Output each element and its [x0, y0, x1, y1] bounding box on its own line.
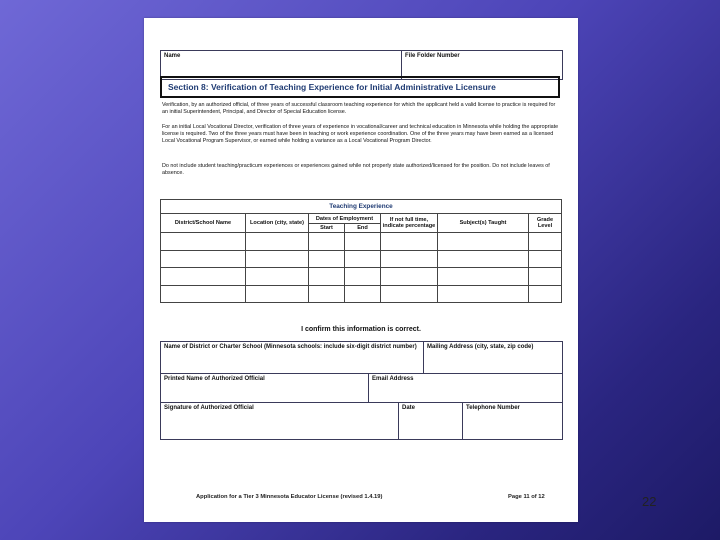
col-grade: Grade Level: [529, 214, 562, 233]
table-row[interactable]: [161, 250, 562, 268]
telephone-label: Telephone Number: [466, 405, 520, 411]
teaching-experience-table: [160, 199, 562, 303]
paragraph-2: For an initial Local Vocational Director, verification of three years of experience in vocational/career and technical education in Minnesota while holding the appropriate license is required. Two of the three years must have been in teaching or work experience coordination. One of the three years may have been earned as a licensed Local Vocational Program Supervisor, or earned while holding a variance as a Local Vocational Program Director.: [162, 124, 559, 144]
col-location: Location (city, state): [246, 214, 309, 233]
section-title: Section 8: Verification of Teaching Experience for Initial Administrative Licensure: [160, 76, 560, 98]
printed-name-field[interactable]: [160, 373, 369, 403]
name-label: Name: [164, 53, 181, 59]
telephone-field[interactable]: [462, 402, 563, 440]
table-row[interactable]: [161, 233, 562, 251]
footer-page-number: Page 11 of 12: [508, 494, 545, 500]
document-page: [144, 18, 578, 522]
paragraph-1: Verification, by an authorized official, of three years of successful classroom teaching experience for which the applicant held a valid license to practice is required for an initial Superintendent, Principal, and Director of Special Education license.: [162, 102, 556, 115]
confirm-text: I confirm this information is correct.: [301, 326, 421, 333]
signature-label: Signature of Authorized Official: [164, 405, 254, 411]
district-name-label: Name of District or Charter School (Minnesota schools: include six-digit district number): [164, 344, 417, 350]
email-label: Email Address: [372, 376, 414, 382]
table-row[interactable]: [161, 285, 562, 303]
col-dates: Dates of Employment: [309, 214, 381, 224]
col-subjects: Subject(s) Taught: [438, 214, 529, 233]
table-title: Teaching Experience: [161, 200, 562, 214]
slide-number: 22: [642, 494, 657, 509]
signature-field[interactable]: [160, 402, 399, 440]
district-name-field[interactable]: [160, 341, 424, 374]
date-label: Date: [402, 405, 416, 411]
col-fulltime: If not full time, indicate percentage: [381, 214, 438, 233]
col-start: Start: [309, 224, 345, 233]
email-field[interactable]: [368, 373, 563, 403]
printed-name-label: Printed Name of Authorized Official: [164, 376, 265, 382]
col-end: End: [345, 224, 381, 233]
footer-left: Application for a Tier 3 Minnesota Educator License (revised 1.4.19): [196, 494, 383, 500]
col-district: District/School Name: [161, 214, 246, 233]
table-row[interactable]: [161, 268, 562, 286]
date-field[interactable]: [398, 402, 463, 440]
file-folder-number-label: File Folder Number: [405, 53, 460, 59]
paragraph-3: Do not include student teaching/practicum experiences or experiences gained while not properly state authorized/licensed for the position. Do not include leaves of absence.: [162, 163, 550, 176]
mailing-address-label: Mailing Address (city, state, zip code): [427, 344, 534, 350]
mailing-address-field[interactable]: [423, 341, 563, 374]
